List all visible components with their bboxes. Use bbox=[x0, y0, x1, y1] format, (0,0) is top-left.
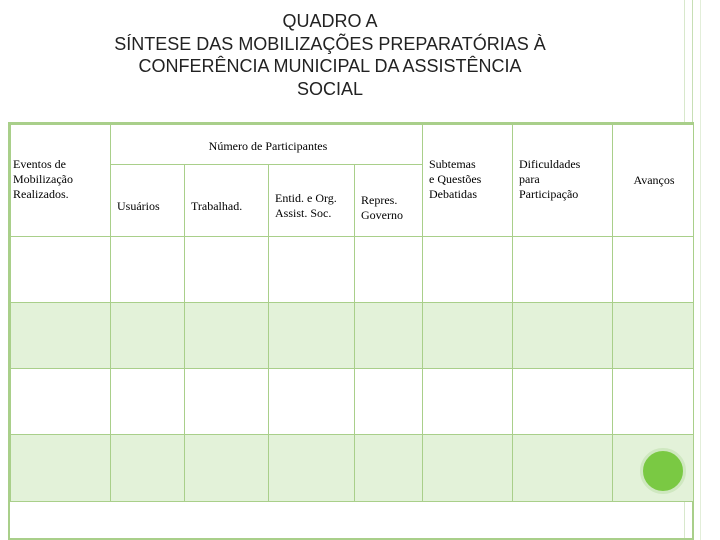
header-participants-cell bbox=[110, 124, 424, 166]
header-events-label: Eventos de Mobilização Realizados. bbox=[13, 157, 73, 201]
table-cell bbox=[612, 302, 694, 370]
table-cell bbox=[354, 434, 424, 502]
header-subtemas-label: Subtemas e Questões Debatidas bbox=[429, 157, 482, 201]
table-cell bbox=[512, 434, 614, 502]
header-repres-label: Repres. Governo bbox=[361, 193, 403, 222]
table-cell bbox=[354, 302, 424, 370]
table-cell bbox=[110, 368, 186, 436]
header-participants-label: Número de Participantes bbox=[208, 139, 328, 153]
page-rule-3 bbox=[700, 0, 701, 540]
title-line-1: QUADRO A bbox=[282, 11, 378, 31]
title-line-3: CONFERÊNCIA MUNICIPAL DA ASSISTÊNCIA bbox=[138, 56, 522, 76]
table-cell bbox=[10, 236, 112, 304]
header-subtemas-cell bbox=[422, 124, 514, 238]
table-cell bbox=[110, 236, 186, 304]
table-cell bbox=[268, 434, 356, 502]
table-cell bbox=[110, 302, 186, 370]
table-cell bbox=[612, 236, 694, 304]
table-cell bbox=[512, 302, 614, 370]
table-cell bbox=[512, 368, 614, 436]
table-cell bbox=[10, 434, 112, 502]
table-cell bbox=[422, 236, 514, 304]
table-cell bbox=[612, 368, 694, 436]
table-cell bbox=[268, 368, 356, 436]
title-line-4: SOCIAL bbox=[296, 78, 364, 99]
header-events-cell bbox=[10, 124, 112, 238]
table-cell bbox=[422, 434, 514, 502]
table-cell bbox=[184, 236, 270, 304]
header-entid-cell bbox=[268, 164, 356, 238]
header-trabalhad-cell bbox=[184, 164, 270, 238]
header-dificuldades-cell bbox=[512, 124, 614, 238]
table-cell bbox=[422, 368, 514, 436]
table-cell bbox=[184, 434, 270, 502]
green-circle-icon bbox=[640, 448, 686, 494]
table-cell bbox=[10, 368, 112, 436]
header-avancos-cell bbox=[612, 124, 694, 238]
table-cell bbox=[268, 302, 356, 370]
table-cell bbox=[10, 302, 112, 370]
header-avancos-label: Avanços bbox=[633, 173, 675, 187]
header-repres-cell bbox=[354, 164, 424, 238]
header-usuarios-label: Usuários bbox=[117, 199, 160, 213]
table-cell bbox=[184, 302, 270, 370]
table-cell bbox=[354, 368, 424, 436]
header-entid-label: Entid. e Org. Assist. Soc. bbox=[275, 191, 337, 220]
table-cell bbox=[512, 236, 614, 304]
table-cell bbox=[184, 368, 270, 436]
page-title bbox=[60, 10, 600, 100]
header-trabalhad-label: Trabalhad. bbox=[191, 199, 243, 213]
table-cell bbox=[354, 236, 424, 304]
table-cell bbox=[422, 302, 514, 370]
summary-table bbox=[8, 122, 694, 540]
header-dificuldades-label: Dificuldades para Participação bbox=[519, 157, 581, 201]
header-usuarios-cell bbox=[110, 164, 186, 238]
title-line-2: SÍNTESE DAS MOBILIZAÇÕES PREPARATÓRIAS À bbox=[114, 33, 546, 54]
table-cell bbox=[268, 236, 356, 304]
table-cell bbox=[110, 434, 186, 502]
